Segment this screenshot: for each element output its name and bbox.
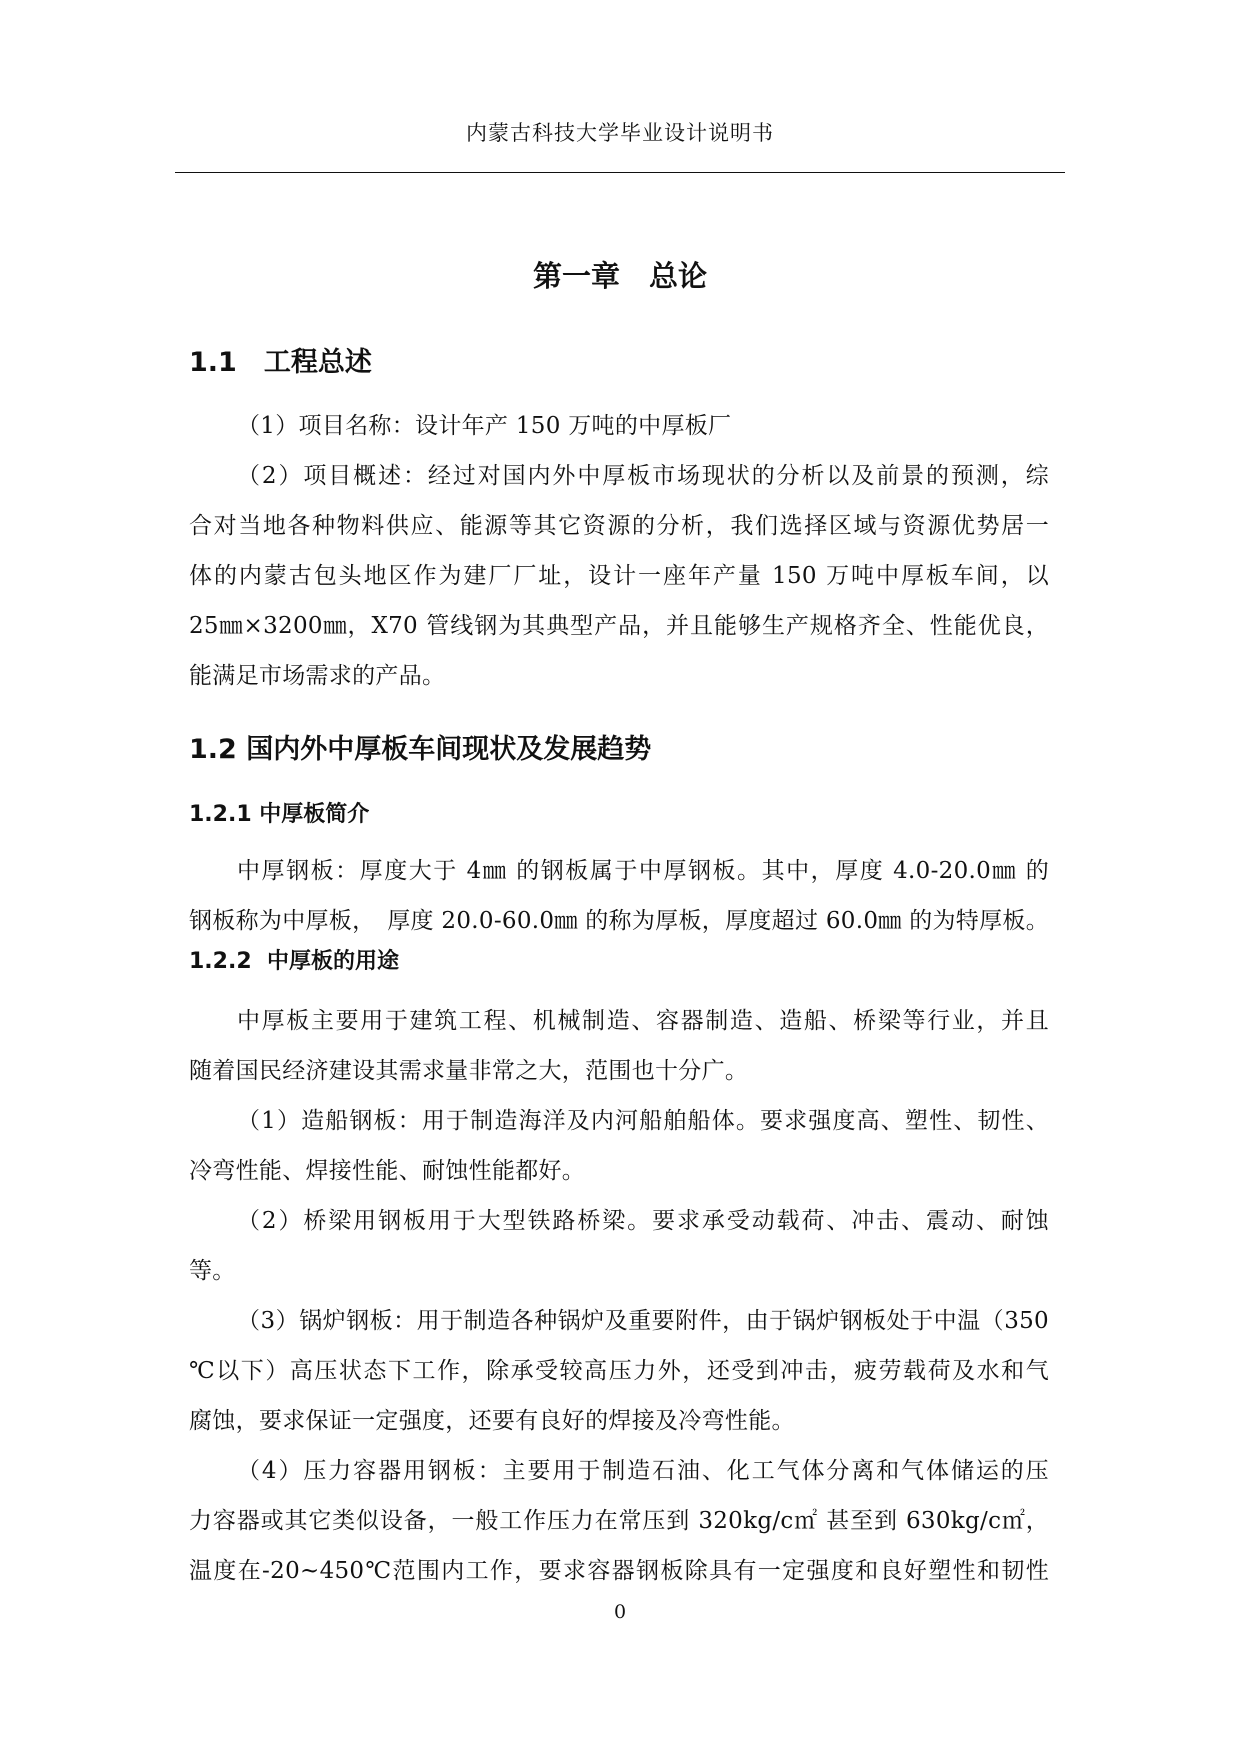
paragraph-line: 体的内蒙古包头地区作为建厂厂址，设计一座年产量 150 万吨中厚板车间，以 — [189, 563, 1049, 589]
paragraph-line: 等。 — [189, 1258, 236, 1284]
subsection-heading-1-2-2: 1.2.2 中厚板的用途 — [189, 949, 399, 974]
subsection-heading-1-2-1: 1.2.1 中厚板简介 — [189, 802, 370, 827]
paragraph-line: （3）锅炉钢板：用于制造各种锅炉及重要附件，由于锅炉钢板处于中温（350 — [237, 1308, 1049, 1334]
paragraph-line: （4）压力容器用钢板：主要用于制造石油、化工气体分离和气体储运的压 — [237, 1458, 1049, 1484]
section-heading-1-1: 1.1 工程总述 — [189, 347, 372, 378]
paragraph-line: ℃以下）高压状态下工作，除承受较高压力外，还受到冲击，疲劳载荷及水和气 — [189, 1358, 1049, 1384]
section-heading-1-2: 1.2 国内外中厚板车间现状及发展趋势 — [189, 734, 652, 765]
page-number: 0 — [613, 1601, 627, 1623]
paragraph-line: 腐蚀，要求保证一定强度，还要有良好的焊接及冷弯性能。 — [189, 1408, 795, 1434]
paragraph-line: 力容器或其它类似设备，一般工作压力在常压到 320kg/c㎡ 甚至到 630kg/c㎡， — [189, 1508, 1049, 1534]
paragraph-line: 中厚板主要用于建筑工程、机械制造、容器制造、造船、桥梁等行业，并且 — [237, 1008, 1049, 1034]
paragraph-line: 中厚钢板：厚度大于 4㎜ 的钢板属于中厚钢板。其中，厚度 4.0-20.0㎜ 的 — [237, 858, 1049, 884]
paragraph-line: 合对当地各种物料供应、能源等其它资源的分析，我们选择区域与资源优势居一 — [189, 513, 1049, 539]
chapter-title: 第一章 总论 — [532, 259, 707, 293]
paragraph-line: （1）项目名称：设计年产 150 万吨的中厚板厂 — [237, 413, 732, 439]
paragraph-line: 温度在-20~450℃范围内工作，要求容器钢板除具有一定强度和良好塑性和韧性 — [189, 1558, 1049, 1584]
paragraph-line: 冷弯性能、焊接性能、耐蚀性能都好。 — [189, 1158, 586, 1184]
paragraph-line: （1）造船钢板：用于制造海洋及内河船舶船体。要求强度高、塑性、韧性、 — [237, 1108, 1049, 1134]
running-header: 内蒙古科技大学毕业设计说明书 — [466, 121, 774, 145]
paragraph-line: 25㎜×3200㎜，X70 管线钢为其典型产品，并且能够生产规格齐全、性能优良， — [189, 613, 1049, 639]
paragraph-line: 钢板称为中厚板， 厚度 20.0-60.0㎜ 的称为厚板，厚度超过 60.0㎜ 的为特厚板。 — [189, 908, 1049, 934]
paragraph-line: （2）项目概述：经过对国内外中厚板市场现状的分析以及前景的预测，综 — [237, 463, 1049, 489]
paragraph-line: （2）桥梁用钢板用于大型铁路桥梁。要求承受动载荷、冲击、震动、耐蚀 — [237, 1208, 1049, 1234]
paragraph-line: 能满足市场需求的产品。 — [189, 663, 446, 689]
paragraph-line: 随着国民经济建设其需求量非常之大，范围也十分广。 — [189, 1058, 749, 1084]
header-rule — [175, 172, 1065, 173]
